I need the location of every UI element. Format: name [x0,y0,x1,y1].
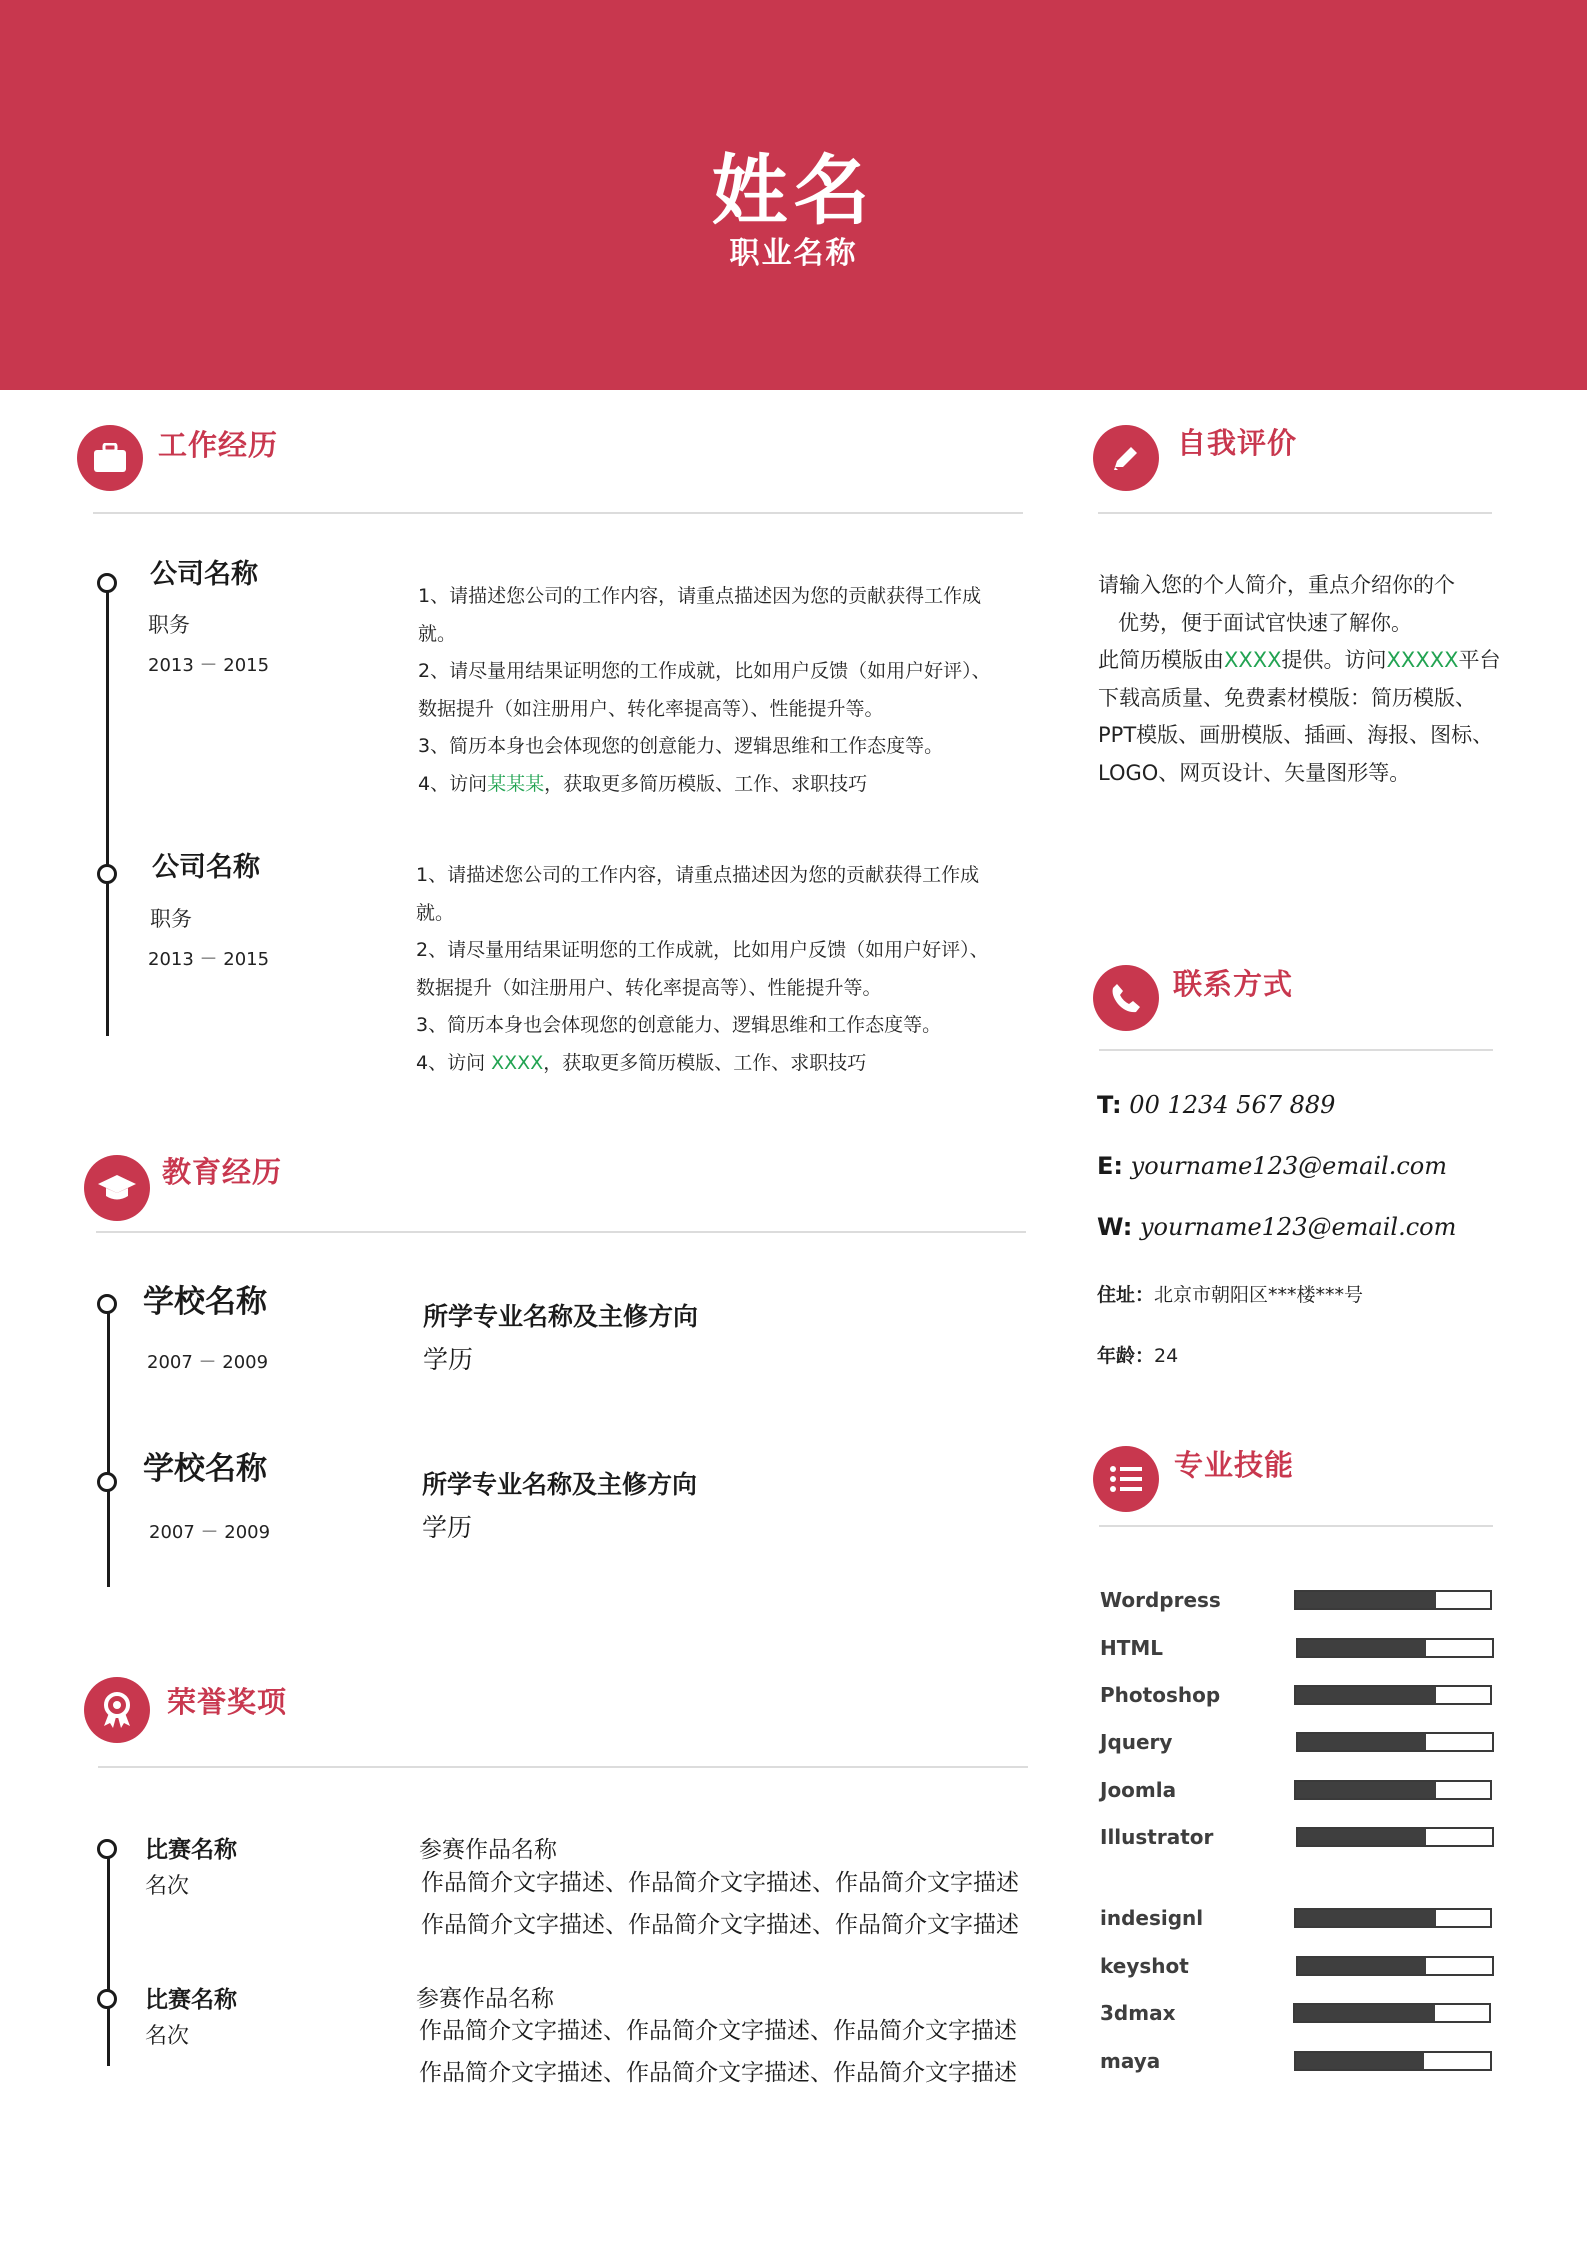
skills-section-title: 专业技能 [1174,1448,1295,1482]
age-line: 年龄：24 [1097,1345,1179,1367]
position: 职务 [148,613,190,637]
position: 职务 [150,907,192,931]
entry-title: 参赛作品名称 [419,1837,557,1863]
skill-bar-fill [1296,1782,1436,1798]
graduation-cap-icon [84,1155,150,1221]
self-description: 请输入您的个人简介，重点介绍你的个 优势，便于面试官快速了解你。 此简历模版由XXXX提供。访问XXXXX平台 下载高质量、免费素材模版：简历模版、 PPT模版、画册模版、插画、海报、图标、 LOGO、网页设计、矢量图形等。 [1098,573,1501,785]
skill-bar [1294,2051,1492,2071]
skill-label: maya [1100,2049,1161,2073]
skill-label: Photoshop [1100,1683,1221,1707]
phone-line: T: 00 1234 567 889 [1097,1091,1336,1119]
contest-name: 比赛名称 [145,1987,237,2013]
education-date: 2007 － 2009 [147,1352,269,1373]
honors-divider [98,1766,1028,1768]
skill-label: keyshot [1100,1954,1189,1978]
entry-title: 参赛作品名称 [416,1986,554,2012]
skill-bar-fill [1296,1592,1436,1608]
skill-label: indesignl [1100,1906,1204,1930]
pencil-icon [1093,425,1159,491]
skill-bar-fill [1296,2053,1424,2069]
degree: 学历 [423,1345,474,1374]
skill-label: 3dmax [1100,2001,1176,2025]
contest-rank: 名次 [145,2024,190,2049]
skill-bar-fill [1298,1829,1426,1845]
work-section-title: 工作经历 [158,428,279,462]
contest-rank: 名次 [145,1874,190,1899]
skill-bar [1294,1685,1492,1705]
skill-bar [1294,1908,1492,1928]
honors-timeline [107,1844,110,2066]
self-section-title: 自我评价 [1177,426,1298,460]
email-line: E: yourname123@email.com [1097,1152,1448,1180]
honors-section-title: 荣誉奖项 [167,1685,288,1719]
contest-name: 比赛名称 [145,1837,237,1863]
phone-icon [1093,965,1159,1031]
contact-section-title: 联系方式 [1173,967,1294,1001]
address-line: 住址：北京市朝阳区***楼***号 [1097,1284,1364,1306]
person-name: 姓名 [711,146,876,235]
school-name: 学校名称 [143,1284,267,1320]
timeline-node [97,1294,117,1314]
self-divider [1098,512,1492,514]
skill-bar [1296,1956,1494,1976]
company-name: 公司名称 [152,852,260,883]
entry-description: 作品简介文字描述、作品简介文字描述、作品简介文字描述 作品简介文字描述、作品简介文字描述、作品简介文字描述 [421,1870,1019,1938]
timeline-node [97,573,117,593]
skill-label: Joomla [1100,1778,1177,1802]
email-link[interactable]: yourname123@email.com [1130,1152,1448,1180]
skill-bar-fill [1298,1734,1426,1750]
briefcase-icon [77,425,143,491]
major: 所学专业名称及主修方向 [422,1470,698,1499]
skill-label: HTML [1100,1636,1164,1660]
work-description: 1、请描述您公司的工作内容，请重点描述因为您的贡献获得工作成 就。 2、请尽量用结果证明您的工作成就，比如用户反馈（如用户好评）、 数据提升（如注册用户、转化率提高等）、性能提升等。 3、简历本身也会体现您的创意能力、逻辑思维和工作态度等。 4、访问某某某，获取更多简历模版、工作、求职技巧 [418,585,991,795]
education-section-title: 教育经历 [162,1155,283,1189]
skill-bar [1296,1638,1494,1658]
major: 所学专业名称及主修方向 [423,1302,699,1331]
school-name: 学校名称 [143,1451,267,1487]
education-date: 2007 － 2009 [149,1522,271,1543]
skill-bar-fill [1296,1687,1436,1703]
work-description: 1、请描述您公司的工作内容，请重点描述因为您的贡献获得工作成 就。 2、请尽量用结果证明您的工作成就，比如用户反馈（如用户好评）、 数据提升（如注册用户、转化率提高等）、性能提升等。 3、简历本身也会体现您的创意能力、逻辑思维和工作态度等。 4、访问 XXXX，获取更多简历模版、工作、求职技巧 [416,864,989,1074]
education-divider [96,1231,1026,1233]
education-timeline [107,1300,110,1587]
contact-divider [1099,1049,1493,1051]
visit-link[interactable]: 某某某 [487,772,545,795]
company-name: 公司名称 [150,559,258,590]
web-link[interactable]: yourname123@email.com [1139,1213,1457,1241]
job-title: 职业名称 [729,236,858,271]
skill-bar [1294,1590,1492,1610]
header-banner [0,0,1587,390]
work-date: 2013 － 2015 [148,655,270,676]
skill-label: Jquery [1100,1730,1173,1754]
skill-label: Illustrator [1100,1825,1214,1849]
list-icon [1093,1446,1159,1512]
timeline-node [97,864,117,884]
skill-bar [1293,2003,1491,2023]
skill-bar [1296,1827,1494,1847]
skill-bar-fill [1298,1640,1426,1656]
visit-link[interactable]: XXXX [491,1051,544,1074]
timeline-node [97,1989,117,2009]
work-divider [93,512,1023,514]
skill-bar [1296,1732,1494,1752]
skill-bar-fill [1298,1958,1426,1974]
skills-divider [1099,1525,1493,1527]
skill-bar-fill [1295,2005,1435,2021]
work-timeline [106,580,109,1036]
skill-label: Wordpress [1100,1588,1221,1612]
skill-bar-fill [1296,1910,1436,1926]
skill-bar [1294,1780,1492,1800]
degree: 学历 [422,1513,473,1542]
web-line: W: yourname123@email.com [1097,1213,1457,1241]
award-medal-icon [84,1677,150,1743]
timeline-node [97,1839,117,1859]
timeline-node [97,1472,117,1492]
work-date: 2013 － 2015 [148,949,270,970]
entry-description: 作品简介文字描述、作品简介文字描述、作品简介文字描述 作品简介文字描述、作品简介文字描述、作品简介文字描述 [419,2018,1017,2086]
